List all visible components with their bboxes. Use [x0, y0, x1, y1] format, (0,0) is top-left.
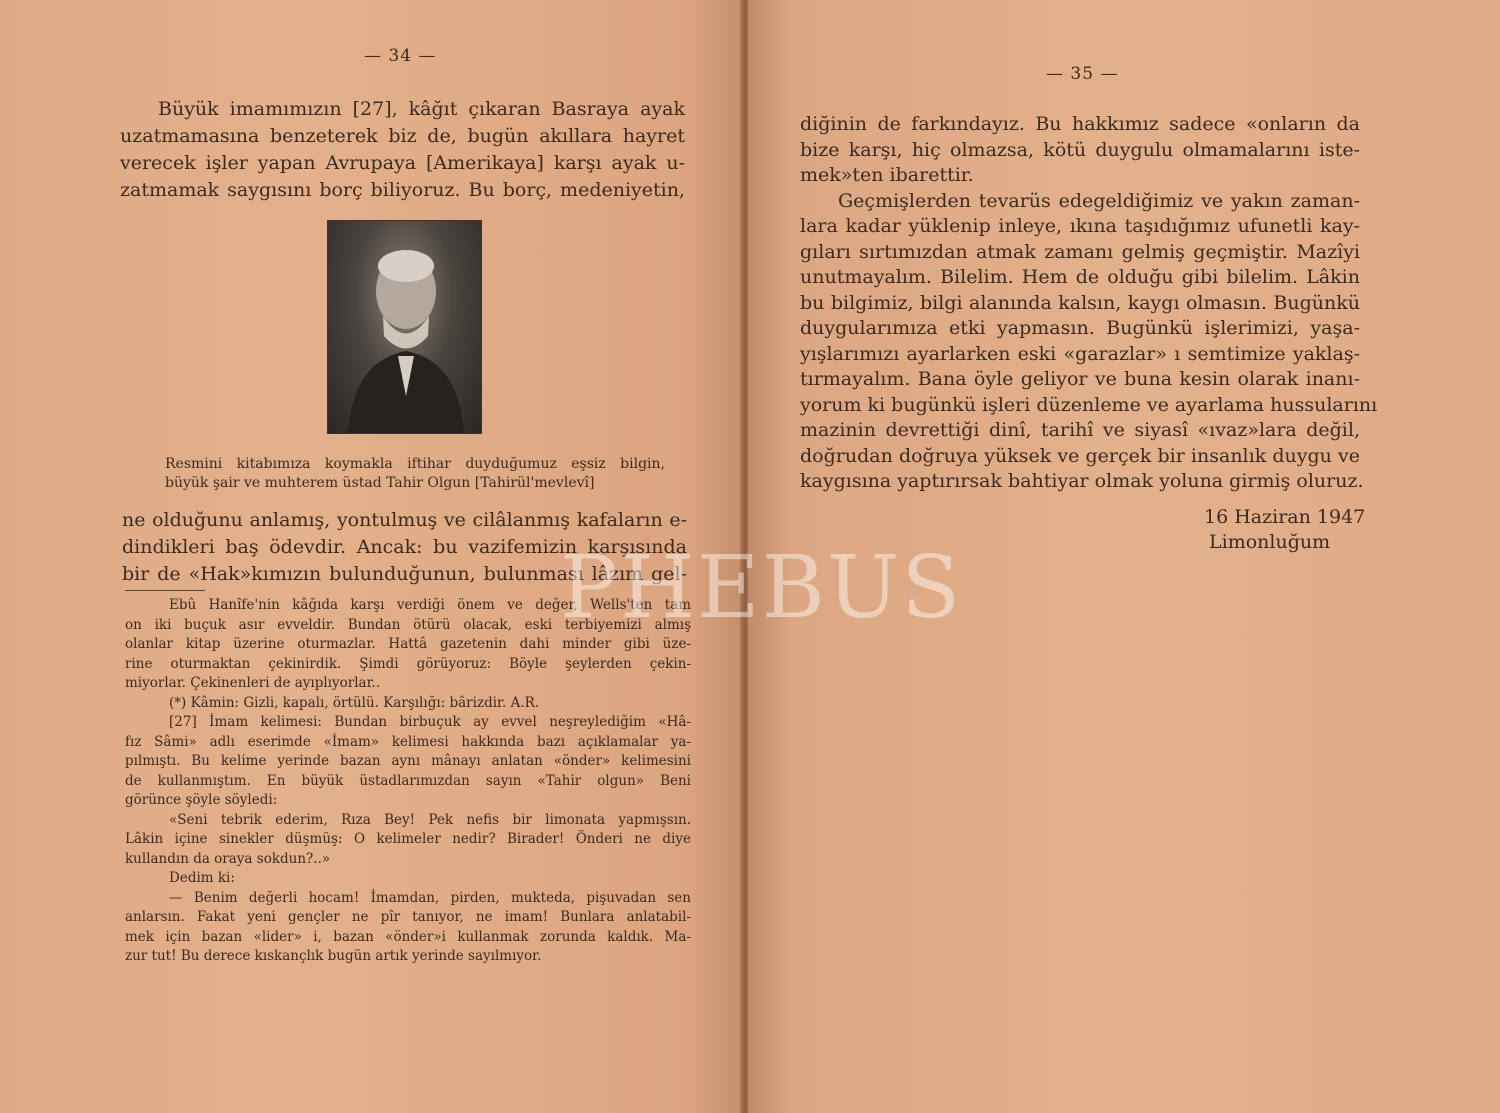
text-line: miyorlar. Çekinenleri de ayıplıyorlar..	[125, 675, 381, 691]
text-line: ne olduğunu anlamış, yontulmuş ve cilâlanmış kafaların e-	[122, 509, 687, 531]
left-paragraph-1	[120, 96, 685, 204]
text-line: bize karşı, hiç olmazsa, kötü duygulu olmamalarını iste-	[800, 138, 1360, 161]
text-line: yışlarımızı ayarlarken eski «garazlar» ı semtimize yaklaş-	[800, 342, 1360, 365]
page-number-right: — 35 —	[1046, 64, 1119, 84]
footnote-divider	[125, 590, 205, 591]
watermark-text: PHEBUS	[560, 538, 963, 638]
text-line: (*) Kâmin: Gizli, kapalı, örtülü. Karşılığı: bârizdir. A.R.	[169, 694, 540, 711]
text-line: Dedim ki:	[169, 870, 235, 886]
text-line: de kullanmıştım. En büyük üstadlarımızdan sayın «Tahir olgun» Beni	[125, 772, 691, 789]
place-line: Limonluğum	[1209, 531, 1331, 553]
footnotes	[125, 596, 691, 967]
text-line: anlarsın. Fakat yeni gençler ne pîr tanıyor, ne imam! Bunlara anlatabil-	[125, 909, 691, 925]
text-line: dindikleri baş ödevdir. Ancak: bu vazifemizin karşısında	[122, 536, 687, 558]
text-line: tırmayalım. Bana öyle geliyor ve buna kesin olarak inanı-	[800, 368, 1360, 390]
text-line: zur tut! Bu derece kıskançlık bugün artık yerinde sayılmıyor.	[125, 948, 542, 964]
photo-caption	[165, 455, 665, 493]
text-line: Geçmişlerden tevarüs edegeldiğimiz ve yakın zaman-	[838, 189, 1360, 212]
portrait-photo	[327, 220, 482, 434]
portrait-figure	[328, 221, 481, 433]
text-line: Lâkin içine sinekler düşmüş: O kelimeler nedir? Birader! Önderi ne diye	[125, 831, 691, 847]
text-line: mek için bazan «lider» i, bazan «önder»i kullanmak zorunda kaldık. Ma-	[125, 928, 691, 945]
page-number-left: — 34 —	[364, 46, 437, 66]
text-line: gıları sırtımızdan atmak zamanı gelmiş geçmiştir. Mazîyi	[800, 240, 1360, 263]
text-line: Ebû Hanîfe'nin kâğıda karşı verdiği önem ve değer, Wells'ten tam	[169, 597, 691, 613]
text-line: kullandın da oraya sokdun?..»	[125, 850, 331, 867]
caption-line: Resmini kitabımıza koymakla iftihar duyduğumuz eşsiz bilgin,	[165, 456, 665, 472]
caption-line: büyük şair ve muhterem üstad Tahir Olgun [Tahirül'mevlevî]	[165, 475, 595, 491]
text-line: fız Sâmi» adlı eserimde «İmam» kelimesi hakkında bazı açıklamalar ya-	[125, 733, 691, 750]
text-line: Büyük imamımızın [27], kâğıt çıkaran Basraya ayak	[158, 98, 685, 120]
text-line: verecek işler yapan Avrupaya [Amerikaya] karşı ayak u-	[120, 152, 685, 174]
text-line: on iki buçuk asır evveldir. Bundan ötürü olacak, eski terbiyemizi almış	[125, 616, 691, 633]
right-paragraphs	[800, 112, 1378, 495]
text-line: duygularımıza etki yapmasın. Bugünkü işlerimizi, yaşa-	[800, 317, 1360, 339]
text-line: doğrudan doğruya yüksek ve gerçek bir insanlık duygu ve	[800, 444, 1360, 467]
text-line: görünce şöyle söyledi:	[125, 792, 278, 808]
text-line: pılmıştı. Bu kelime yerinde bazan aynı mânayı anlatan «önder» kelimesini	[125, 753, 691, 769]
text-line: [27] İmam kelimesi: Bundan birbuçuk ay evvel neşreylediğim «Hâ-	[169, 714, 691, 730]
text-line: zatmamak saygısını borç biliyoruz. Bu borç, medeniyetin,	[120, 179, 685, 201]
date-line: 16 Haziran 1947	[1204, 506, 1366, 528]
text-line: diğinin de farkındayız. Bu hakkımız sadece «onların da	[800, 113, 1360, 135]
text-line: rine oturmaktan çekinirdik. Şimdi görüyoruz: Böyle şeylerden çekin-	[125, 655, 691, 672]
text-line: — Benim değerli hocam! İmamdan, pirden, mukteda, pişuvadan sen	[169, 889, 691, 906]
text-line: olanlar kitap üzerine oturmazlar. Hattâ gazetenin dahi minder gibi üze-	[125, 636, 691, 652]
text-line: mazinin devrettiği dinî, tarihî ve siyasî «ıvaz»lara değil,	[800, 419, 1360, 441]
text-line: yorum ki bugünkü işleri düzenleme ve ayarlama hussularını	[800, 393, 1378, 416]
text-line: bu bilgimiz, bilgi alanında kalsın, kaygı olmasın. Bugünkü	[800, 291, 1360, 314]
text-line: kaygısına yaptırırsak bahtiyar olmak yoluna girmiş oluruz.	[800, 470, 1364, 492]
text-line: «Seni tebrik ederim, Rıza Bey! Pek nefis bir limonata yapmışsın.	[169, 811, 691, 828]
text-line: unutmayalım. Bilelim. Hem de olduğu gibi bilelim. Lâkin	[800, 266, 1360, 288]
text-line: mek»ten ibarettir.	[800, 164, 974, 186]
text-line: bir de «Hak»kımızın bulunduğunun, bulunması lâzım gel-	[122, 563, 687, 585]
text-line: uzatmamasına benzeterek biz de, bugün akıllara hayret	[120, 125, 685, 147]
text-line: lara kadar yüklenip inleye, ıkına taşıdığımız ufunetli kay-	[800, 215, 1360, 237]
